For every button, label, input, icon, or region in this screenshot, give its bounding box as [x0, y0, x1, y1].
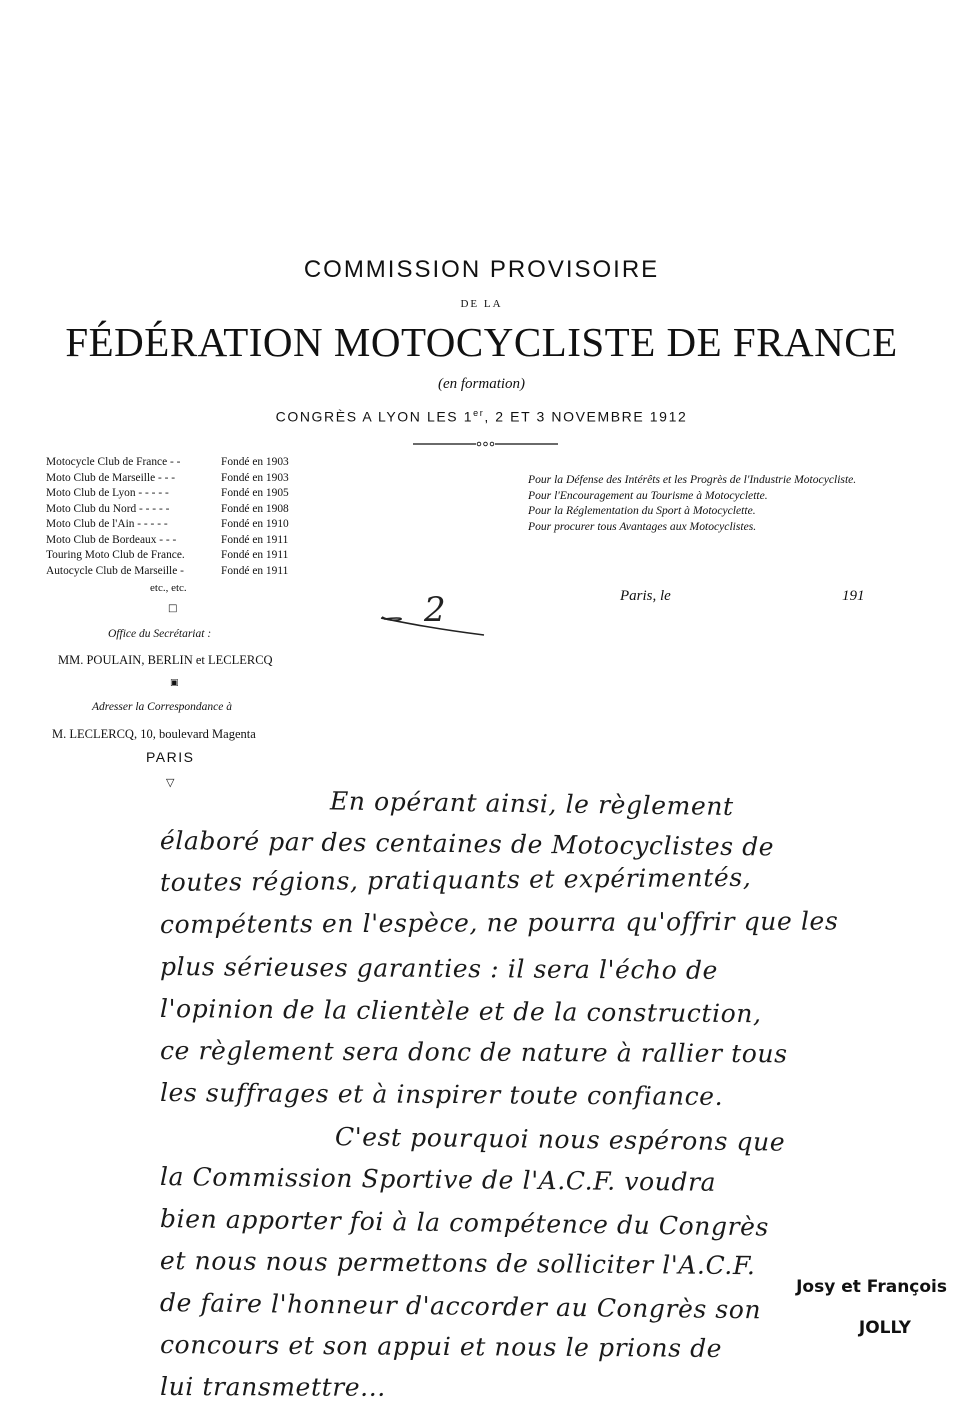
club-founded: Fondé en 1911 — [221, 564, 289, 577]
handwriting-line: lui transmettre... — [159, 1372, 386, 1402]
club-name: Moto Club de Bordeaux - - - — [46, 533, 177, 546]
club-row — [46, 455, 311, 471]
club-name: Moto Club de Marseille - - - — [46, 471, 176, 484]
club-founded: Fondé en 1903 — [221, 456, 289, 468]
club-founded: Fondé en 1908 — [221, 502, 289, 515]
handwriting-line: et nous nous permettons de solliciter l'A.C.F. — [159, 1246, 756, 1281]
aim-line: Pour la Défense des Intérêts et les Progrès de l'Industrie Motocycliste. — [528, 473, 857, 486]
de-la-text: DE LA — [460, 298, 503, 310]
congress-prefix: CONGRÈS A LYON LES 1 — [275, 408, 474, 425]
federation-aims — [528, 472, 856, 534]
credit-line-1: Josy et François — [796, 1277, 947, 1297]
handwriting-line: bien apporter foi à la compétence du Congrès — [159, 1204, 770, 1242]
handwriting-line: En opérant ainsi, le règlement — [329, 786, 734, 822]
club-founded: Fondé en 1903 — [221, 471, 289, 484]
aim-line: Pour l'Encouragement au Tourisme à Motocyclette. — [528, 488, 768, 502]
club-name: Moto Club de l'Ain - - - - - — [46, 518, 168, 530]
handwriting-line: élaboré par des centaines de Motocyclistes de — [159, 826, 775, 862]
clubs-etc: etc., etc. — [150, 582, 187, 594]
handwriting-line: plus sérieuses garanties : il sera l'écho de — [159, 952, 719, 985]
club-name: Autocycle Club de Marseille - — [46, 564, 184, 577]
secretariat-names: MM. POULAIN, BERLIN et LECLERCQ — [58, 653, 273, 667]
club-row — [46, 564, 311, 580]
club-row — [46, 517, 311, 533]
page-number-mark — [376, 585, 491, 645]
club-founded: Fondé en 1911 — [221, 549, 289, 561]
correspondence-label: Adresser la Correspondance à — [92, 701, 233, 713]
handwriting-line: toutes régions, pratiquants et expérimentés, — [159, 862, 752, 897]
handwriting-line: la Commission Sportive de l'A.C.F. voudra — [159, 1162, 717, 1197]
club-row — [46, 548, 311, 564]
club-name: Touring Moto Club de France. — [46, 549, 185, 561]
club-name: Moto Club de Lyon - - - - - — [46, 487, 169, 499]
handwriting-line: les suffrages et à inspirer toute confiance. — [159, 1078, 724, 1111]
club-row — [46, 471, 311, 487]
aim-line: Pour procurer tous Avantages aux Motocyclistes. — [528, 519, 757, 533]
commission-heading: COMMISSION PROVISOIRE — [303, 256, 660, 283]
federation-title: FÉDÉRATION MOTOCYCLISTE DE FRANCE — [65, 319, 898, 365]
club-founded: Fondé en 1911 — [221, 533, 289, 546]
date-label: Paris, le — [620, 588, 671, 604]
club-list — [46, 455, 311, 579]
club-name: Motocycle Club de France - - — [46, 456, 181, 468]
ornament-divider — [413, 438, 558, 450]
correspondence-address: M. LECLERCQ, 10, boulevard Magenta — [52, 727, 256, 741]
handwriting-line: concours et son appui et nous le prions de — [159, 1330, 723, 1363]
triangle-ornament-icon: ▽ — [166, 776, 175, 789]
congress-suffix: , 2 ET 3 NOVEMBRE 1912 — [484, 408, 688, 425]
formation-subtitle: (en formation) — [437, 376, 526, 392]
city-paris: PARIS — [146, 749, 195, 765]
handwriting-line: l'opinion de la clientèle et de la construction, — [159, 994, 762, 1029]
handwriting-line: de faire l'honneur d'accorder au Congrès son — [159, 1288, 762, 1325]
aim-line: Pour la Réglementation du Sport à Motocyclette. — [528, 504, 756, 517]
handwriting-line: compétents en l'espèce, ne pourra qu'offrir que les — [159, 906, 839, 939]
credit-line-2: JOLLY — [858, 1318, 911, 1338]
club-founded: Fondé en 1910 — [221, 518, 289, 530]
handwriting-line: ce règlement sera donc de nature à rallier tous — [159, 1036, 788, 1069]
handwriting-line: C'est pourquoi nous espérons que — [334, 1122, 786, 1157]
club-name: Moto Club du Nord - - - - - — [46, 502, 170, 515]
club-row — [46, 486, 311, 502]
club-row — [46, 533, 311, 549]
congress-superscript: er — [473, 408, 485, 418]
page-number-text: 2 — [424, 590, 446, 630]
square-ornament-icon: □ — [168, 603, 178, 614]
secretariat-label: Office du Secrétariat : — [108, 628, 212, 640]
club-row — [46, 502, 311, 518]
congress-line — [0, 408, 963, 425]
club-founded: Fondé en 1905 — [221, 487, 289, 499]
date-year: 191 — [842, 588, 865, 604]
small-square-ornament-icon: ▣ — [170, 678, 179, 688]
handwritten-letter-body — [159, 778, 940, 1402]
